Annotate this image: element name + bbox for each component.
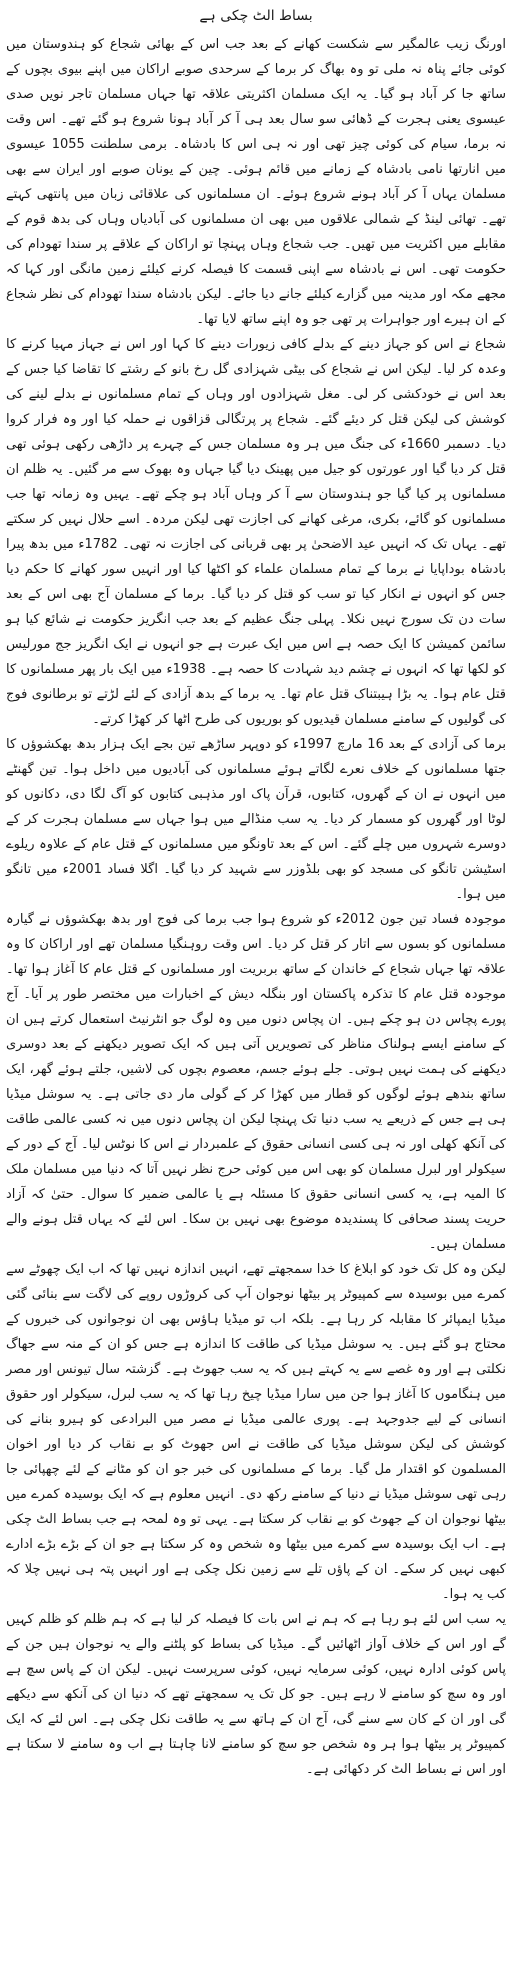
article-paragraph: برما کی آزادی کے بعد 16 مارچ 1997ء کو دوپہر ساڑھے تین بجے ایک ہزار بدھ بھکشوؤں کا جتھا مسلمانوں کے خلاف نعرے لگاتے ہوئے مسلمانوں کی آبادیوں میں داخل ہوا۔ تین گھنٹے میں انہوں نے ان کے گھروں، کتابوں، قرآن پاک اور مذہبی کتابوں کو آگ لگا دی، دکانوں کو لوٹا اور گھروں کو مسمار کر دیا۔ یہ سب منڈالے میں ہوا جہاں سے مسلمان ہجرت کر کے دوسرے شہروں میں چلے گئے۔ اس کے بعد تاونگو میں مسلمانوں کے قتل عام کے علاوہ ریلوے اسٹیشن تانگو کی مسجد کو بھی بلڈوزر سے شہید کر دیا گیا۔ اگلا فساد 2001ء میں تانگو میں ہوا۔	[6, 737, 507, 902]
article-paragraph: شجاع نے اس کو جہاز دینے کے بدلے کافی زیورات دینے کا کہا اور اس نے جہاز مہیا کرنے کا وعدہ کر لیا۔ لیکن اس نے شجاع کی بیٹی شہزادی گل رخ بانو کے رشتے کا تقاضا کیا جس کے بعد اس نے خودکشی کر لی۔ مغل شہزادوں اور وہاں کے تمام مسلمانوں نے بدلے لینے کی کوشش کی لیکن قتل کر دیئے گئے۔ شجاع پر پرتگالی قزاقوں نے حملہ کیا اور وہ فرار کروا دیا۔ دسمبر 1660ء کی جنگ میں ہر وہ مسلمان جس کے چہرے پر داڑھی رکھی ہوئی تھی قتل کر دیا گیا اور عورتوں کو جیل میں پھینک دیا گیا جہاں وہ بھوک سے مر گئیں۔ یہ ظلم ان مسلمانوں پر کیا گیا جو ہندوستان سے آ کر وہاں آباد ہو چکے تھے۔ یہیں وہ زمانہ تھا جب مسلمانوں کو گائے، بکری، مرغی کھانے کی اجازت تھی لیکن مردہ۔ اسے حلال نہیں کر سکتے تھے۔ یہاں تک کہ انہیں عید الاضحیٰ پر بھی قربانی کی اجازت نہ تھی۔ 1782ء میں بدھ پیرا بادشاہ بوداپایا نے برما کے تمام مسلمان علماء کو اکٹھا کیا اور انہیں سور کھانے کا حکم دیا جس کو انہوں نے انکار کیا تو سب کو قتل کر دیا گیا۔ برما کے مسلمان آج بھی اس کے بعد سات دن تک سورج نہیں نکلا۔ پہلی جنگ عظیم کے بعد جب انگریز حکومت نے شائع کیا ہو سائمن کمیشن کا ایک حصہ ہے اس میں ایک عبرت ہے جو انہوں نے ایک انگریز جج مورلیس کو لکھا تھا کہ انہوں نے چشم دید شہادت کا حصہ ہے۔ 1938ء میں ایک بار پھر مسلمانوں کا قتل عام ہوا۔ یہ بڑا ہیبتناک قتل عام تھا۔ یہ برما کے بدھ آزادی کے لئے لڑتے تو برطانوی فوج کی گولیوں کے سامنے مسلمان قیدیوں کو بوریوں کی طرح اٹھا کر کھڑا کرتے۔	[6, 337, 506, 727]
article-paragraph: اورنگ زیب عالمگیر سے شکست کھانے کے بعد جب اس کے بھائی شجاع کو ہندوستان میں کوئی جائے پناہ نہ ملی تو وہ بھاگ کر برما کے سرحدی صوبے اراکان میں اپنے بیوی بچوں کے ساتھ جا کر آباد ہو گیا۔ یہ ایک مسلمان اکثریتی علاقہ تھا جہاں مسلمان تاجر نویں صدی عیسوی یعنی ہجرت کے ڈھائی سو سال بعد ہی آ کر آباد ہونا شروع ہو گئے تھے۔ اس وقت نہ برما، سیام کی کوئی چیز تھی اور نہ ہی اس کا بادشاہ۔ برمی سلطنت 1055 عیسوی میں انارتھا نامی بادشاہ کے زمانے میں قائم ہوئی۔ چین کے یونان صوبے اور ایران سے بھی مسلمان یہاں آ کر آباد ہونے شروع ہوئے۔ ان مسلمانوں کی علاقائی زبان میں پانتھی کہتے تھے۔ تھائی لینڈ کے شمالی علاقوں میں بھی ان مسلمانوں کی آبادیاں وہاں کی بدھ قوم کے مقابلے میں اکثریت میں تھیں۔ جب شجاع وہاں پہنچا تو اراکان کے علاقے پر سندا تھودام کی حکومت تھی۔ اس نے بادشاہ سے اپنی قسمت کا فیصلہ کرنے کیلئے زمین مانگی اور کہا کہ مجھے مکہ اور مدینہ میں گزارے کیلئے جانے دیا جائے۔ لیکن بادشاہ سندا تھودام کی نظر شجاع کے ان ہیرے اور جواہرات پر تھی جو وہ اپنے ساتھ لایا تھا۔	[6, 37, 506, 327]
article-paragraph: یہ سب اس لئے ہو رہا ہے کہ ہم نے اس بات کا فیصلہ کر لیا ہے کہ ہم ظلم کو ظلم کہیں گے اور اس کے خلاف آواز اٹھائیں گے۔ میڈیا کی بساط کو پلٹنے والے یہ نوجوان ہیں جن کے پاس کوئی ادارہ نہیں، کوئی سرمایہ نہیں، کوئی سرپرست نہیں۔ لیکن ان کے پاس سچ ہے اور وہ سچ کو سامنے لا رہے ہیں۔ جو کل تک یہ سمجھتے تھے کہ دنیا ان کی آنکھ سے دیکھے گی اور ان کے کان سے سنے گی، آج ان کے ہاتھ سے یہ طاقت نکل چکی ہے۔ اس لئے کہ ایک کمپیوٹر پر بیٹھا ہوا ہر وہ شخص جو سچ کو سامنے لانا چاہتا ہے اب وہ سامنے لا سکتا ہے اور اس نے بساط الٹ کر دکھائی ہے۔	[6, 1612, 506, 1777]
article-paragraph: لیکن وہ کل تک خود کو ابلاغ کا خدا سمجھتے تھے، انہیں اندازہ نہیں تھا کہ اب ایک چھوٹے سے کمرے میں بوسیدہ سے کمپیوٹر پر بیٹھا نوجوان آپ کی کروڑوں روپے کی لاگت سے بنائی گئی میڈیا ایمپائر کا مقابلہ کر رہا ہے۔ بلکہ اب تو میڈیا ہاؤس بھی ان نوجوانوں کی خبروں کے محتاج ہو گئے ہیں۔ یہ سوشل میڈیا کی طاقت کا اندازہ ہے جس کو ان کے منہ سے جھاگ نکلتی ہے اور وہ غصے سے یہ کہتے ہیں کہ یہ سب جھوٹ ہے۔ گزشتہ سال تیونس اور مصر میں ہنگاموں کا آغاز ہوا جن میں سارا میڈیا چیخ رہا تھا کہ یہ سب لبرل، سیکولر اور حقوق انسانی کے لیے جدوجہد ہے۔ پوری عالمی میڈیا نے مصر میں البرادعی کو ہیرو بنانے کی کوشش کی لیکن سوشل میڈیا کی طاقت نے اس جھوٹ کو بے نقاب کر دیا اور اخوان المسلمون کو اقتدار مل گیا۔ برما کے مسلمانوں کی خبر جو ان کو مٹانے کے لئے چھپائی جا رہی تھی سوشل میڈیا نے دنیا کے سامنے رکھ دی۔ انہیں معلوم ہے کہ ایک بوسیدہ کمرے میں بیٹھا نوجوان ان کے جھوٹ کو بے نقاب کر سکتا ہے۔ یہی تو وہ لمحہ ہے جب بساط الٹ چکی ہے۔ اب ایک بوسیدہ سے کمرے میں بیٹھا وہ شخص وہ کر سکتا ہے جو ان کے بڑے بڑے ادارے کبھی نہیں کر سکے۔ ان کے پاؤں تلے سے زمین نکل چکی ہے اور انہیں پتہ ہی نہیں چلا کہ کب یہ ہوا۔	[6, 1262, 506, 1602]
article-paragraph: موجودہ فساد تین جون 2012ء کو شروع ہوا جب برما کی فوج اور بدھ بھکشوؤں نے گیارہ مسلمانوں کو بسوں سے اتار کر قتل کر دیا۔ اس وقت روہنگیا مسلمان تھے اور اراکان کا وہ علاقہ تھا جہاں شجاع کے خاندان کے ساتھ بربریت اور مسلمانوں کے قتل عام کا آغاز ہوا تھا۔ موجودہ قتل عام کا تذکرہ پاکستان اور بنگلہ دیش کے اخبارات میں مختصر طور پر آیا۔ آج پورے پچاس دن ہو چکے ہیں۔ ان پچاس دنوں میں وہ لوگ جو انٹرنیٹ استعمال کرتے ہیں ان کے سامنے ایسے ہولناک مناظر کی تصویریں آتی ہیں کہ ایک تصویر دیکھنے کے بعد دوسری دیکھنے کی ہمت نہیں ہوتی۔ جلے ہوئے جسم، معصوم بچوں کی لاشیں، جلتے ہوئے گھر، ایک ساتھ بندھے ہوئے لوگوں کو قطار میں کھڑا کر کے گولی مار دی جاتی ہے۔ یہ سوشل میڈیا ہی ہے جس کے ذریعے یہ سب دنیا تک پہنچا لیکن ان پچاس دنوں میں نہ کسی عالمی طاقت کی آنکھ کھلی اور نہ ہی کسی انسانی حقوق کے علمبردار نے اس کا نوٹس لیا۔ آج کے دور کے سیکولر اور لبرل مسلمان کو بھی اس میں کوئی حرج نظر نہیں آتا کہ دنیا میں مسلمان ملک کا المیہ ہے، یہ کسی انسانی حقوق کا مسئلہ ہے یا عالمی ضمیر کا سوال۔ حتیٰ کہ آزاد حریت پسند صحافی کا پسندیدہ موضوع بھی نہیں بن سکا۔ اس لئے کہ یہاں قتل ہونے والے مسلمان ہیں۔	[6, 912, 506, 1252]
page-title: بساط الٹ چکی ہے	[199, 8, 313, 24]
article-body	[6, 32, 506, 1782]
